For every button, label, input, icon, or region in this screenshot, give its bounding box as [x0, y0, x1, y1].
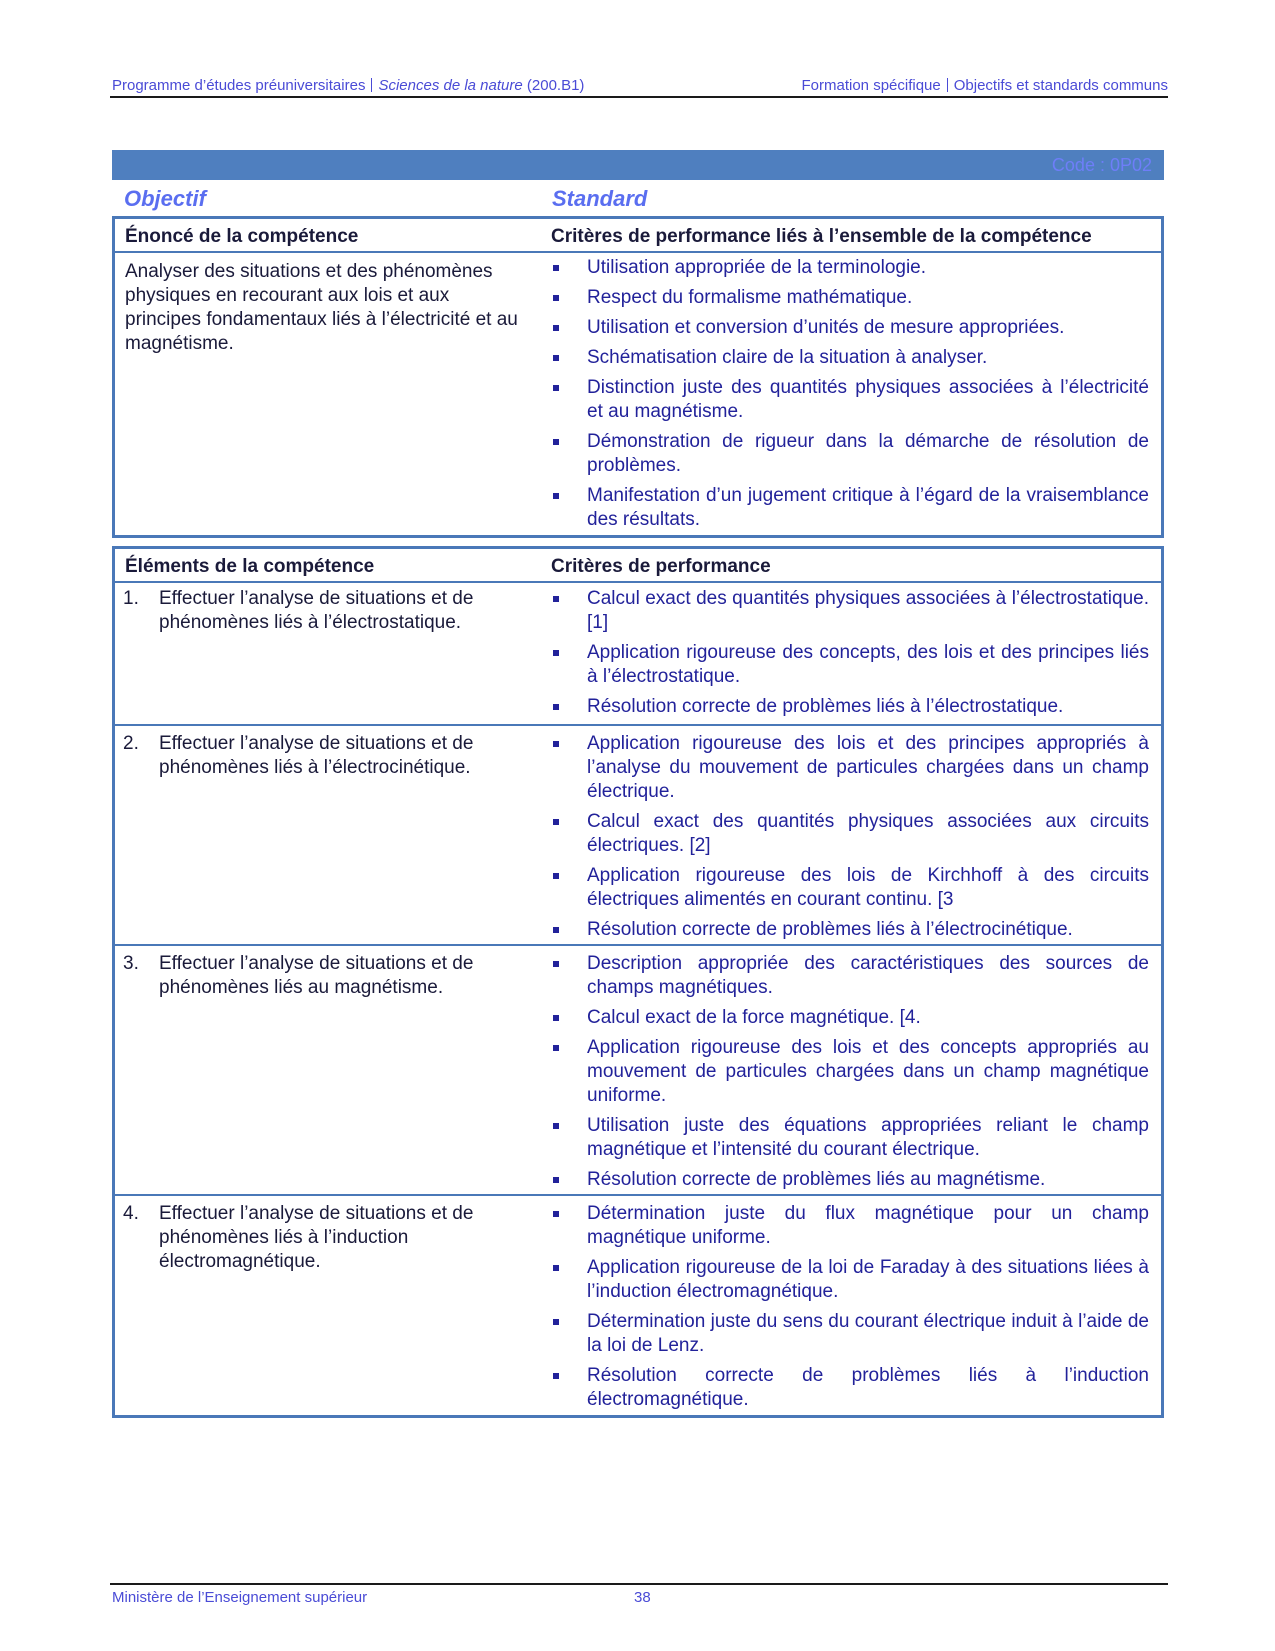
element-criteria-list — [551, 732, 1149, 948]
criterion-text: Résolution correcte de problèmes liés à l’induction électromagnétique. — [587, 1365, 1149, 1410]
criterion-item — [551, 346, 1149, 370]
bullet-icon — [553, 927, 559, 933]
bullet-icon — [553, 1177, 559, 1183]
competence-criteria-heading: Critères de performance liés à l’ensemble de la compétence — [551, 226, 1092, 247]
criterion-item — [551, 286, 1149, 310]
criterion-item — [551, 641, 1149, 689]
criterion-item — [551, 864, 1149, 912]
element-text: Effectuer l’analyse de situations et de phénomènes liés à l’électrostatique. — [159, 588, 474, 633]
criterion-text: Résolution correcte de problèmes liés au magnétisme. — [587, 1169, 1046, 1190]
criterion-text: Distinction juste des quantités physiques associées à l’électricité et au magnétisme. — [587, 377, 1149, 422]
criterion-text: Application rigoureuse des concepts, des lois et des principes liés à l’électrostatique. — [587, 642, 1149, 687]
bullet-icon — [553, 819, 559, 825]
competence-head-row — [115, 219, 1161, 253]
element-criteria-list — [551, 587, 1149, 725]
bullet-icon — [553, 741, 559, 747]
criterion-item — [551, 1036, 1149, 1108]
criterion-text: Résolution correcte de problèmes liés à l’électrocinétique. — [587, 919, 1073, 940]
running-header — [110, 76, 1168, 98]
element-text: Effectuer l’analyse de situations et de phénomènes liés au magnétisme. — [159, 953, 474, 998]
criterion-item — [551, 1202, 1149, 1250]
bullet-icon — [553, 1045, 559, 1051]
standard-title: Standard — [552, 186, 648, 211]
criterion-item — [551, 1364, 1149, 1412]
page-footer — [110, 1583, 1168, 1607]
bullet-icon — [553, 1319, 559, 1325]
elements-criteria-heading: Critères de performance — [551, 556, 771, 577]
bullet-icon — [553, 873, 559, 879]
footer-ministry: Ministère de l’Enseignement supérieur — [112, 1589, 368, 1606]
criterion-item — [551, 810, 1149, 858]
criterion-item — [551, 1310, 1149, 1358]
criterion-item — [551, 695, 1149, 719]
criterion-item — [551, 918, 1149, 942]
bullet-icon — [553, 355, 559, 361]
criterion-item — [551, 316, 1149, 340]
bullet-icon — [553, 439, 559, 445]
criterion-text: Calcul exact de la force magnétique. [4. — [587, 1007, 921, 1028]
element-text: Effectuer l’analyse de situations et de phénomènes liés à l’induction électromagnétique. — [159, 1203, 474, 1272]
page-number: 38 — [634, 1589, 651, 1606]
element-number: 4. — [123, 1203, 139, 1224]
criterion-item — [551, 430, 1149, 478]
criterion-item — [551, 484, 1149, 532]
competence-box — [112, 216, 1164, 538]
bullet-icon — [553, 325, 559, 331]
bullet-icon — [553, 1211, 559, 1217]
elements-head-row — [115, 549, 1161, 583]
criterion-text: Détermination juste du sens du courant électrique induit à l’aide de la loi de Lenz. — [587, 1311, 1149, 1356]
header-separator — [947, 78, 948, 92]
bullet-icon — [553, 1265, 559, 1271]
bullet-icon — [553, 704, 559, 710]
header-right — [802, 77, 1169, 94]
criterion-text: Calcul exact des quantités physiques associées aux circuits électriques. [2] — [587, 811, 1149, 856]
header-program-code: (200.B1) — [526, 77, 585, 94]
competency-code: Code : 0P02 — [1051, 155, 1152, 175]
criterion-item — [551, 376, 1149, 424]
element-row-4 — [115, 1194, 1161, 1420]
criterion-text: Calcul exact des quantités physiques associées à l’électrostatique. [1] — [587, 588, 1149, 633]
element-row-2 — [115, 724, 1161, 946]
competency-code-bar — [112, 150, 1164, 180]
criterion-text: Résolution correcte de problèmes liés à l’électrostatique. — [587, 696, 1064, 717]
criterion-text: Application rigoureuse des lois de Kirchhoff à des circuits électriques alimentés en courant continu. [3 — [587, 865, 1149, 910]
header-program-name: Sciences de la nature — [378, 77, 523, 94]
criterion-item — [551, 1256, 1149, 1304]
header-subsection: Objectifs et standards communs — [953, 77, 1168, 94]
criterion-text: Application rigoureuse des lois et des principes appropriés à l’analyse du mouvement de particules chargées dans un champ électrique. — [587, 733, 1149, 802]
criterion-item — [551, 732, 1149, 804]
bullet-icon — [553, 1123, 559, 1129]
criterion-text: Démonstration de rigueur dans la démarche de résolution de problèmes. — [587, 431, 1149, 476]
element-criteria-list — [551, 952, 1149, 1198]
objectif-title: Objectif — [124, 186, 206, 211]
criterion-text: Manifestation d’un jugement critique à l’égard de la vraisemblance des résultats. — [587, 485, 1149, 530]
bullet-icon — [553, 385, 559, 391]
competence-statement: Analyser des situations et des phénomènes physiques en recourant aux lois et aux principes fondamentaux liés à l’électricité et au magnétisme. — [125, 261, 518, 354]
bullet-icon — [553, 596, 559, 602]
bullet-icon — [553, 493, 559, 499]
criterion-item — [551, 256, 1149, 280]
criterion-item — [551, 952, 1149, 1000]
criterion-text: Description appropriée des caractéristiques des sources de champs magnétiques. — [587, 953, 1149, 998]
criterion-text: Détermination juste du flux magnétique pour un champ magnétique uniforme. — [587, 1203, 1149, 1248]
elements-heading: Éléments de la compétence — [125, 556, 375, 577]
header-left — [112, 77, 584, 94]
bullet-icon — [553, 1015, 559, 1021]
criterion-item — [551, 1006, 1149, 1030]
criterion-item — [551, 1114, 1149, 1162]
element-number: 3. — [123, 953, 139, 974]
element-number: 2. — [123, 733, 139, 754]
elements-box — [112, 546, 1164, 1418]
element-number: 1. — [123, 588, 139, 609]
bullet-icon — [553, 650, 559, 656]
criterion-text: Respect du formalisme mathématique. — [587, 287, 913, 308]
header-program-label: Programme d’études préuniversitaires — [112, 77, 366, 94]
bullet-icon — [553, 1373, 559, 1379]
criterion-text: Application rigoureuse des lois et des concepts appropriés au mouvement de particules chargées dans un champ magnétique uniforme. — [587, 1037, 1149, 1106]
header-section: Formation spécifique — [801, 77, 941, 94]
bullet-icon — [553, 961, 559, 967]
bullet-icon — [553, 265, 559, 271]
criterion-text: Utilisation juste des équations appropriées reliant le champ magnétique et l’intensité du courant électrique. — [587, 1115, 1149, 1160]
competence-heading: Énoncé de la compétence — [125, 226, 359, 247]
element-text: Effectuer l’analyse de situations et de phénomènes liés à l’électrocinétique. — [159, 733, 474, 778]
element-criteria-list — [551, 1202, 1149, 1418]
criterion-text: Application rigoureuse de la loi de Faraday à des situations liées à l’induction électromagnétique. — [587, 1257, 1149, 1302]
criterion-text: Utilisation et conversion d’unités de mesure appropriées. — [587, 317, 1065, 338]
criterion-item — [551, 1168, 1149, 1192]
element-row-3 — [115, 944, 1161, 1196]
competence-criteria-list — [551, 256, 1149, 538]
element-row-1 — [115, 581, 1161, 724]
criterion-text: Utilisation appropriée de la terminologie. — [587, 257, 927, 278]
bullet-icon — [553, 295, 559, 301]
header-separator — [371, 78, 372, 92]
criterion-item — [551, 587, 1149, 635]
criterion-text: Schématisation claire de la situation à analyser. — [587, 347, 988, 368]
